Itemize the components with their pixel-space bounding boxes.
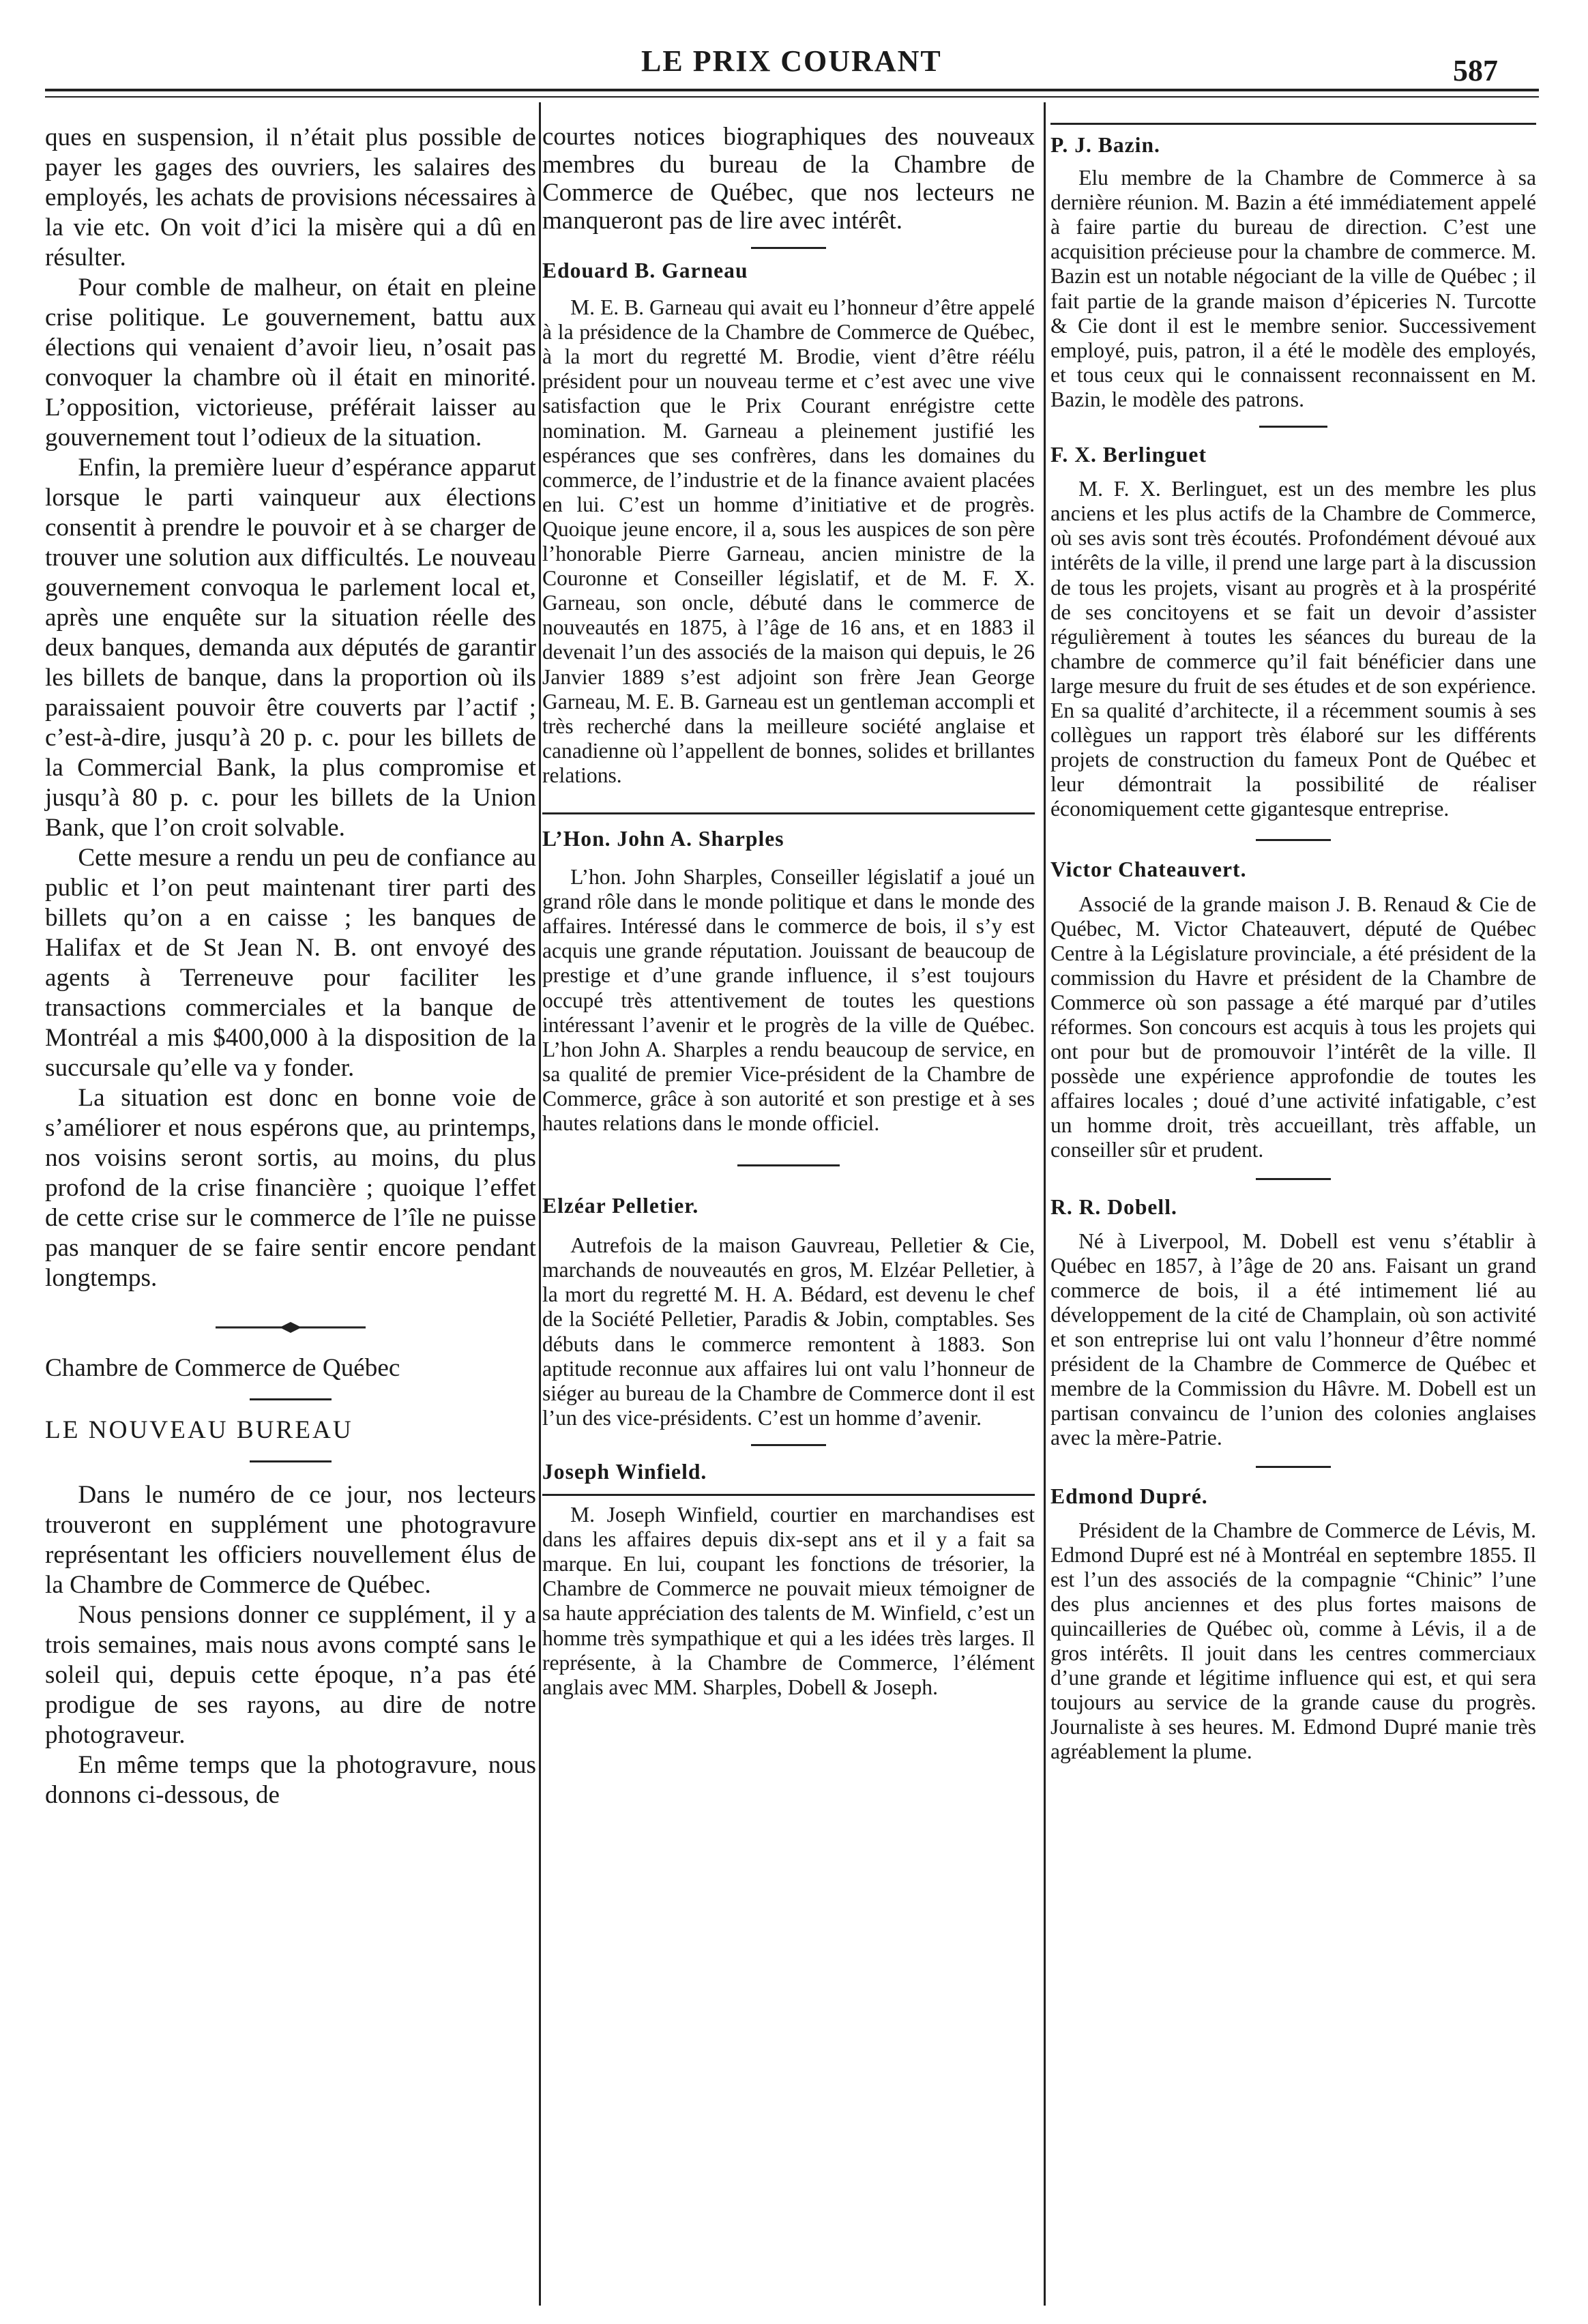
section-rule	[751, 1444, 826, 1446]
block-rule	[542, 1494, 1035, 1496]
biography-text: Associé de la grande maison J. B. Renaud & Cie de Québec, M. Victor Chateauvert, député de Québec Centre à la Législature provinciale, a été président de la commission du Havre et président de la Chambre de Commerce où son passage a été marqué par d’utiles réformes. Son concours est acquis à tous les projets qui ont pour but de promouvoir l’intérêt de la ville. Il possède une expérience approfondie de toutes les affaires locales ; doué d’une activité infatigable, c’est un homme droit, très accueillant, très affable, un conseiller sûr et prudent.	[1050, 892, 1536, 1162]
biography-text: Autrefois de la maison Gauvreau, Pelletier & Cie, marchands de nouveautés en gros, M. Elzéar Pelletier, à la mort du regretté M. H. A. Bédard, est devenu le chef de la Société Pelletier, Paradis & Jobin, comptables. Ses débuts dans le commerce remontent à 1883. Son aptitude reconnue aux affaires lui ont valu l’honneur de siéger au bureau de la Chambre de Commerce dont il est l’un des vice-présidents. C’est un homme d’avenir.	[542, 1233, 1035, 1430]
biography-text: Président de la Chambre de Commerce de Lévis, M. Edmond Dupré est né à Montréal en septembre 1855. Il est l’un des associés de la compagnie “Chinic” l’une des plus anciennes et des plus fortes maisons de quincailleries de Québec où, comme à Lévis, il a de gros intérêts. Il jouit dans les centres commerciaux d’une grande et légitime influence qui est, et qui sera toujours au service de la grande cause du progrès. Journaliste à ses heures. M. Edmond Dupré manie très agréablement la plume.	[1050, 1518, 1536, 1764]
section-rule	[737, 1164, 840, 1166]
section-subtitle: LE NOUVEAU BUREAU	[45, 1416, 353, 1444]
column-3	[1050, 123, 1536, 1765]
paragraph: La situation est donc en bonne voie de s’améliorer et nous espérons que, au printemps, nos voisins seront sortis, au moins, du plus profond de la crise financière ; quoique l’effet de cette crise sur le commerce de l’île ne puisse pas manquer de se faire sentir encore pendant longtemps.	[45, 1084, 536, 1292]
paragraph: Cette mesure a rendu un peu de confiance au public et l’on peut maintenant tirer parti des billets qu’on a en caisse ; les banques de Halifax et de St Jean N. B. ont envoyé des agents à Terreneuve pour faciliter les transactions commerciales et la banque de Montréal a mis $400,000 à la disposition de la succursale qu’elle va y fonder.	[45, 844, 536, 1082]
block-rule	[1050, 123, 1536, 125]
biography-heading: Elzéar Pelletier.	[542, 1194, 699, 1218]
section-rule	[1256, 839, 1331, 841]
biography-heading: Edmond Dupré.	[1050, 1484, 1208, 1508]
biography-heading: P. J. Bazin.	[1050, 133, 1160, 157]
section-rule	[250, 1398, 332, 1400]
column-1	[45, 123, 536, 1810]
biography-text: Né à Liverpool, M. Dobell est venu s’établir à Québec en 1857, à l’âge de 20 ans. Faisant un grand commerce de bois, il a été intimement lié au développement de la cité de Champlain, où son activité et son entreprise lui ont valu l’honneur d’être nommé président de la Chambre de Commerce de Québec et membre de la Commission du Hâvre. M. Dobell est un partisan convaincu de l’union des colonies anglaises avec la mère-Patrie.	[1050, 1229, 1536, 1450]
paragraph: ques en suspension, il n’était plus possible de payer les gages des ouvriers, les salaires des employés, les achats de provisions nécessaires à la vie etc. On voit d’ici la misère qui a dû en résulter.	[45, 123, 536, 271]
section-rule	[1256, 1178, 1331, 1180]
section-rule	[1256, 1466, 1331, 1468]
paragraph: Pour comble de malheur, on était en pleine crise politique. Le gouvernement, battu aux élections qui venaient d’avoir lieu, n’osait pas convoquer la chambre où il était en minorité. L’opposition, victorieuse, préférait laisser au gouvernement tout l’odieux de la situation.	[45, 274, 536, 452]
biography-text: L’hon. John Sharples, Conseiller législatif a joué un grand rôle dans le monde politique et dans le monde des affaires. Intéressé dans le commerce de bois, il s’y est acquis une grande réputation. Jouissant de beaucoup de prestige et d’une grande influence, il s’est toujours occupé très attentivement de toutes les questions intéressant l’avenir et le progrès de la ville de Québec. L’hon John A. Sharples a rendu beaucoup de service, en sa qualité de premier Vice-président de la Chambre de Commerce, grâce à son autorité et son prestige et à ses hautes relations dans le monde officiel.	[542, 865, 1035, 1135]
header-rule	[45, 89, 1539, 91]
block-rule	[542, 812, 1035, 814]
biography-heading: Edouard B. Garneau	[542, 259, 748, 282]
paragraph: Nous pensions donner ce supplément, il y a trois semaines, mais nous avons compté sans le soleil qui, depuis cette époque, n’a pas été prodigue de ses rayons, au dire de notre photograveur.	[45, 1601, 536, 1749]
biography-heading: Joseph Winfield.	[542, 1459, 707, 1484]
header-rule-thin	[45, 96, 1539, 98]
biography-text: M. E. B. Garneau qui avait eu l’honneur d’être appelé à la présidence de la Chambre de Commerce de Québec, à la mort du regretté M. Brodie, vient d’être réélu président pour un nouveau terme et c’est avec une vive satisfaction que le Prix Courant enrégistre cette nomination. M. Garneau a pleinement justifié les espérances que ses confrères, dans les domaines du commerce, de l’industrie et de la finance avaient placées en lui. C’est un homme d’initiative et de progrès. Quoique jeune encore, il a, sous les auspices de son père l’honorable Pierre Garneau, ancien ministre de la Couronne et Conseiller législatif, et de M. F. X. Garneau, son oncle, débuté dans le commerce de nouveautés en 1875, à l’âge de 16 ans, et en 1883 il devenait l’un des associés de la maison qui depuis, le 26 Janvier 1889 s’est adjoint son frère Jean George Garneau, M. E. B. Garneau est un gentleman accompli et très recherché dans la meilleure société anglaise et canadienne où l’appellent de bonnes, solides et brillantes relations.	[542, 295, 1035, 787]
biography-heading: L’Hon. John A. Sharples	[542, 826, 784, 851]
ornament-separator	[202, 1314, 379, 1341]
running-title: LE PRIX COURANT	[641, 44, 942, 78]
paragraph: Dans le numéro de ce jour, nos lecteurs trouveront en supplément une photogravure représentant les officiers nouvellement élus de la Chambre de Commerce de Québec.	[45, 1481, 536, 1599]
biography-text: M. Joseph Winfield, courtier en marchandises est dans les affaires depuis dix-sept ans et il y a fait sa marque. En lui, coupant les fonctions de trésorier, la Chambre de Commerce ne pouvait mieux témoigner de sa haute appréciation des talents de M. Winfield, c’est un homme très sympathique et qui a les idées très larges. Il représente, à la Chambre de Commerce, l’élément anglais avec MM. Sharples, Dobell & Joseph.	[542, 1503, 1035, 1699]
section-title: Chambre de Commerce de Québec	[45, 1354, 400, 1382]
section-rule	[751, 247, 826, 249]
paragraph: En même temps que la photogravure, nous donnons ci-dessous, de	[45, 1751, 536, 1809]
column-2	[542, 123, 1035, 1700]
biography-text: M. F. X. Berlinguet, est un des membre les plus anciens et les plus actifs de la Chambre de Commerce, où ses avis sont très écoutés. Profondément dévoué aux intérêts de la ville, il prend une large part à la discussion de tous les projets, visant au progrès et à la prospérité de ses concitoyens et se fait un devoir d’assister régulièrement à toutes les séances du bureau de la chambre de commerce qu’il fait bénéficier dans une large mesure du fruit de ses études et de son expérience. En sa qualité d’architecte, il a récemment soumis à ses collègues un rapport très élaboré sur les différents projets de construction du fameux Pont de Québec et leur démontrait la possibilité de réaliser économiquement cette gigantesque entreprise.	[1050, 477, 1536, 821]
page-number: 587	[1453, 54, 1498, 87]
biography-text: Elu membre de la Chambre de Commerce à sa dernière réunion. M. Bazin a été immédiatement appelé à faire partie du bureau de direction. C’est une acquisition précieuse pour la chambre de commerce. M. Bazin est un notable négociant de la ville de Québec ; il fait partie de la grande maison d’épiceries N. Turcotte & Cie dont il est le membre senior. Successivement employé, puis, patron, il a été le modèle des employés, et tous ceux qui le connaissent reconnaissent en M. Bazin, le modèle des patrons.	[1050, 166, 1536, 411]
section-rule	[1259, 426, 1327, 428]
section-rule	[250, 1460, 332, 1462]
biography-heading: R. R. Dobell.	[1050, 1194, 1177, 1219]
biography-heading: F. X. Berlinguet	[1050, 443, 1207, 467]
column-divider-right	[1044, 102, 1046, 2306]
paragraph: Enfin, la première lueur d’espérance apparut lorsque le parti vainqueur aux élections consentit à prendre le pouvoir et à se charger de trouver une solution aux difficultés. Le nouveau gouvernement convoqua le parlement local et, après une enquête sur la situation réelle des deux banques, demanda aux députés de garantir les billets de banque, dans la proportion où ils paraissaient pouvoir être couverts par l’actif ; c’est-à-dire, jusqu’à 20 p. c. pour les billets de la Commercial Bank, la plus compromise et jusqu’à 80 p. c. pour les billets de la Union Bank, que l’on croit solvable.	[45, 454, 536, 842]
biography-heading: Victor Chateauvert.	[1050, 857, 1247, 882]
column-divider-left	[539, 102, 541, 2306]
paragraph: courtes notices biographiques des nouveaux membres du bureau de la Chambre de Commerce de Québec, que nos lecteurs ne manqueront pas de lire avec intérêt.	[542, 123, 1035, 235]
